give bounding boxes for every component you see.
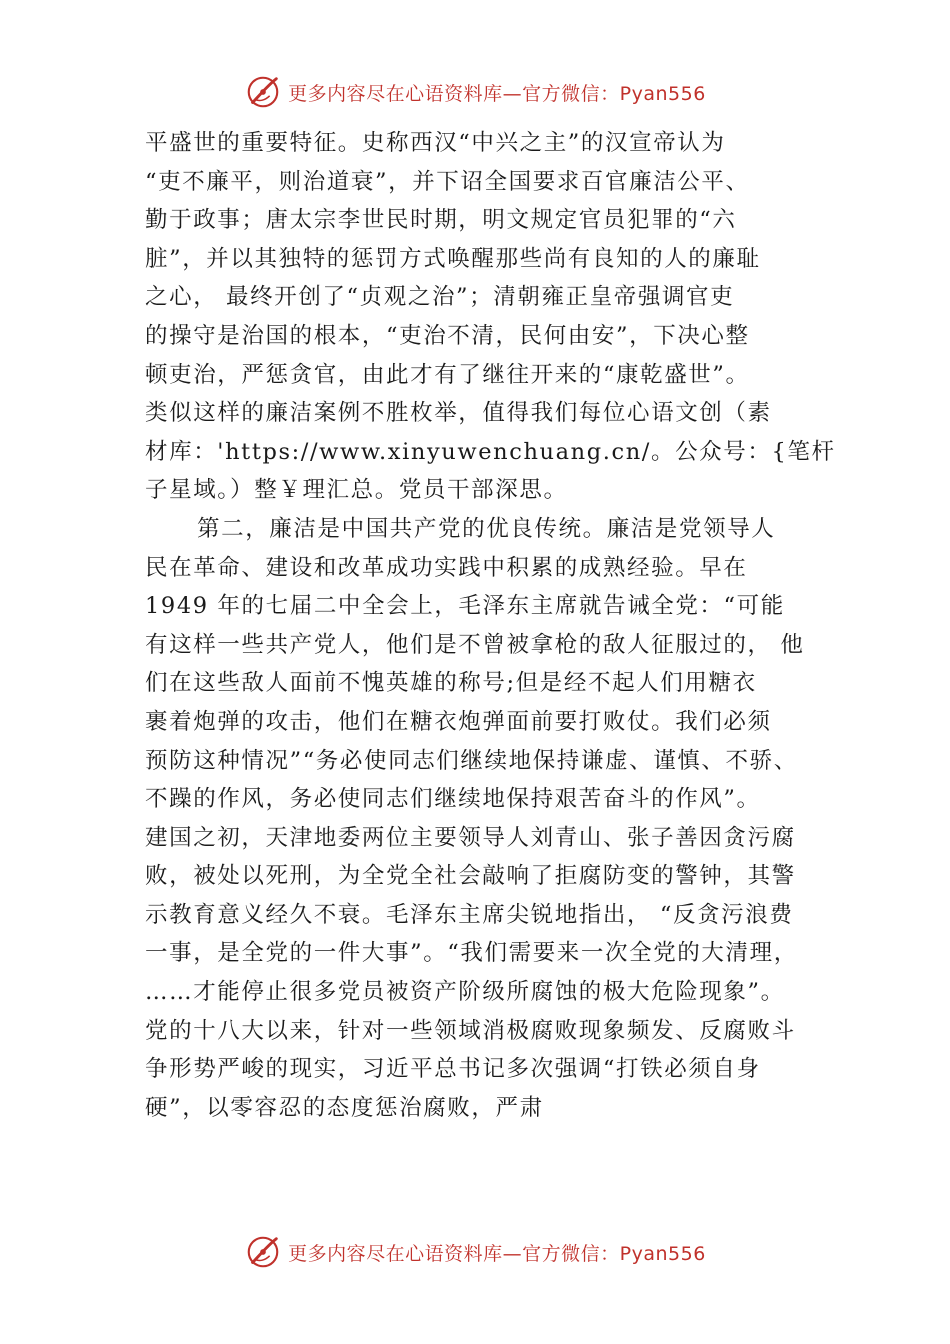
- text-line: 子星域。）整￥理汇总。党员干部深思。: [145, 477, 568, 504]
- text-line: 类似这样的廉洁案例不胜枚举，值得我们每位心语文创（素: [145, 400, 772, 427]
- header-dash: —: [502, 82, 523, 105]
- header-banner: [0, 70, 950, 114]
- text-line: 的操守是治国的根本，“吏治不清，民何由安”，下决心整: [145, 322, 750, 349]
- footer-wechat-text: 官方微信：Pyan556: [522, 1242, 706, 1265]
- article-body: [145, 124, 836, 1127]
- footer-banner: [0, 1230, 950, 1274]
- footer-library-text: 更多内容尽在心语资料库: [288, 1242, 503, 1265]
- text-line: 们在这些敌人面前不愧英雄的称号;但是经不起人们用糖衣: [145, 670, 757, 697]
- footer-text: [288, 1239, 706, 1266]
- text-line: 党的十八大以来，针对一些领域消极腐败现象频发、反腐败斗: [145, 1017, 796, 1044]
- text-line: 1949 年的七届二中全会上，毛泽东主席就告诫全党：“可能: [145, 593, 785, 620]
- text-line: 勤于政事；唐太宗李世民时期，明文规定官员犯罪的“六: [145, 207, 737, 234]
- text-line: 一事，是全党的一件大事”。“我们需要来一次全党的大清理，: [145, 940, 798, 967]
- text-line: ……才能停止很多党员被资产阶级所腐蚀的极大危险现象”。: [145, 979, 785, 1006]
- text-line: 顿吏治，严惩贪官，由此才有了继往开来的“康乾盛世”。: [145, 361, 750, 388]
- pen-logo-icon: [244, 73, 282, 111]
- header-library-text: 更多内容尽在心语资料库: [288, 82, 503, 105]
- text-line: “吏不廉平，则治道衰”，并下诏全国要求百官廉洁公平、: [145, 168, 750, 195]
- footer-dash: —: [502, 1242, 523, 1265]
- text-line: 裹着炮弹的攻击，他们在糖衣炮弹面前要打败仗。我们必须: [145, 708, 772, 735]
- text-line: 争形势严峻的现实，习近平总书记多次强调“打铁必须自身: [145, 1056, 761, 1083]
- header-text: [288, 79, 706, 106]
- text-line: 建国之初，天津地委两位主要领导人刘青山、张子善因贪污腐: [145, 824, 796, 851]
- pen-logo-icon: [244, 1233, 282, 1271]
- text-line: 示教育意义经久不衰。毛泽东主席尖锐地指出， “反贪污浪费: [145, 901, 794, 928]
- header-wechat-text: 官方微信：Pyan556: [522, 82, 706, 105]
- text-line: 有这样一些共产党人，他们是不曾被拿枪的敌人征服过的， 他: [145, 631, 805, 658]
- text-line: 败，被处以死刑，为全党全社会敲响了拒腐防变的警钟，其警: [145, 863, 796, 890]
- text-line: 材库：'https://www.xinyuwenchuang.cn/。公众号：{笔杆: [145, 438, 836, 465]
- text-line: 平盛世的重要特征。史称西汉“中兴之主”的汉宣帝认为: [145, 130, 726, 156]
- paragraph-start-line: 第二，廉洁是中国共产党的优良传统。廉洁是党领导人: [197, 515, 776, 542]
- text-line: 之心， 最终开创了“贞观之治”；清朝雍正皇帝强调官吏: [145, 284, 735, 311]
- text-line: 硬”，以零容忍的态度惩治腐败，严肃: [145, 1094, 544, 1121]
- text-line: 民在革命、建设和改革成功实践中积累的成熟经验。早在: [145, 554, 748, 581]
- text-line: 脏”，并以其独特的惩罚方式唤醒那些尚有良知的人的廉耻: [145, 245, 761, 272]
- text-line: 预防这种情况”“务必使同志们继续地保持谦虚、谨慎、不骄、: [145, 747, 798, 774]
- text-line: 不躁的作风，务必使同志们继续地保持艰苦奋斗的作风”。: [145, 786, 761, 813]
